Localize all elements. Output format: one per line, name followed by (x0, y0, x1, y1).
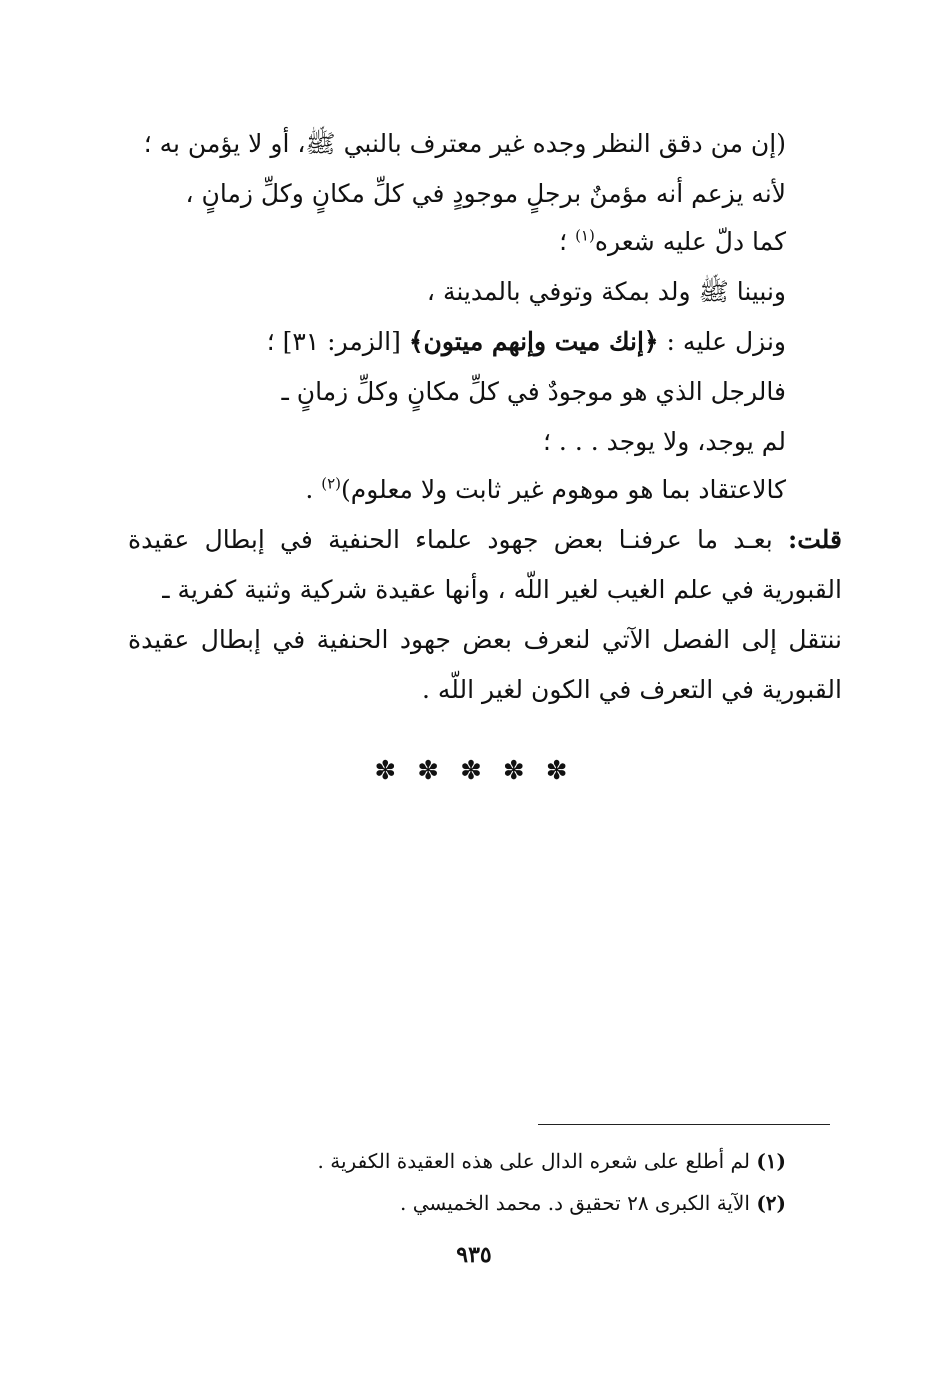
quote-line-6 (281, 372, 786, 412)
footnote-2-text: الآية الكبرى ٢٨ تحقيق د. محمد الخميسي . (400, 1191, 757, 1215)
footnote-1-text: لم أطلع على شعره الدال على هذه العقيدة الكفرية . (317, 1149, 757, 1173)
quote-line-7 (543, 422, 786, 462)
quote-line-6-text: فالرجل الذي هو موجودٌ في كلِّ مكانٍ وكلِّ زمانٍ ـ (281, 377, 786, 406)
paragraph-2-line-1-text: ننتقل إلى الفصل الآتي لنعرف بعض جهود الحنفية في إبطال عقيدة (128, 625, 842, 654)
paragraph-2-line-2-text: القبورية في التعرف في الكون لغير اللّه . (421, 675, 842, 704)
quote-line-4-text: ونبينا ﷺ ولد بمكة وتوفي بالمدينة ، (426, 277, 786, 306)
footnote-2-number: (٢) (756, 1191, 786, 1215)
footnote-ref-2[interactable]: (٢) (321, 474, 342, 493)
quran-citation: [الزمر: ٣١] ؛ (266, 327, 409, 356)
quote-line-4 (427, 272, 786, 312)
paragraph-2-line-2 (128, 670, 842, 710)
quote-line-3 (559, 222, 786, 262)
paragraph-2-line-1 (128, 620, 842, 660)
quote-line-2-text: لأنه يزعم أنه مؤمنٌ برجلٍ موجودٍ في كلِّ مكانٍ وكلِّ زمانٍ ، (185, 179, 786, 208)
footnote-1 (318, 1146, 786, 1176)
quote-line-5 (267, 322, 786, 362)
paragraph-1-line-2-text: القبورية في علم الغيب لغير اللّه ، وأنها عقيدة شركية وثنية كفرية ـ (162, 575, 842, 604)
page-number: ٩٣٥ (456, 1242, 492, 1268)
paragraph-1-line-1 (128, 520, 842, 560)
quote-line-2 (185, 174, 786, 214)
quote-line-3-text: كما دلّ عليه شعره (594, 227, 786, 256)
footnote-ref-1[interactable]: (١) (575, 226, 595, 245)
quote-line-8-end: . (305, 475, 322, 504)
section-separator: ✽ ✽ ✽ ✽ ✽ (374, 756, 574, 786)
footnote-2 (400, 1188, 786, 1218)
quran-verse: ﴿إنك ميت وإنهم ميتون﴾ (408, 327, 659, 356)
quote-line-8-text: كالاعتقاد بما هو موهوم غير ثابت ولا معلوم) (341, 475, 786, 504)
paragraph-lead-word: قلت: (787, 525, 842, 554)
footnote-divider (538, 1124, 830, 1125)
quote-line-1-text: (إن من دقق النظر وجده غير معترف بالنبي ﷺ، أو لا يؤمن به ؛ (143, 129, 786, 158)
quote-line-5-pre: ونزل عليه : (658, 327, 786, 356)
paragraph-1-line-1-text: بعـد ما عرفنـا بعض جهود علماء الحنفية في إبطال عقيدة (128, 525, 788, 554)
quote-line-8 (305, 470, 786, 510)
paragraph-1-line-2 (106, 570, 842, 610)
footnote-1-number: (١) (756, 1149, 786, 1173)
quote-line-3-end: ؛ (559, 227, 576, 256)
quote-line-7-text: لم يوجد، ولا يوجد . . . ؛ (543, 427, 786, 456)
quote-line-1 (144, 124, 786, 164)
